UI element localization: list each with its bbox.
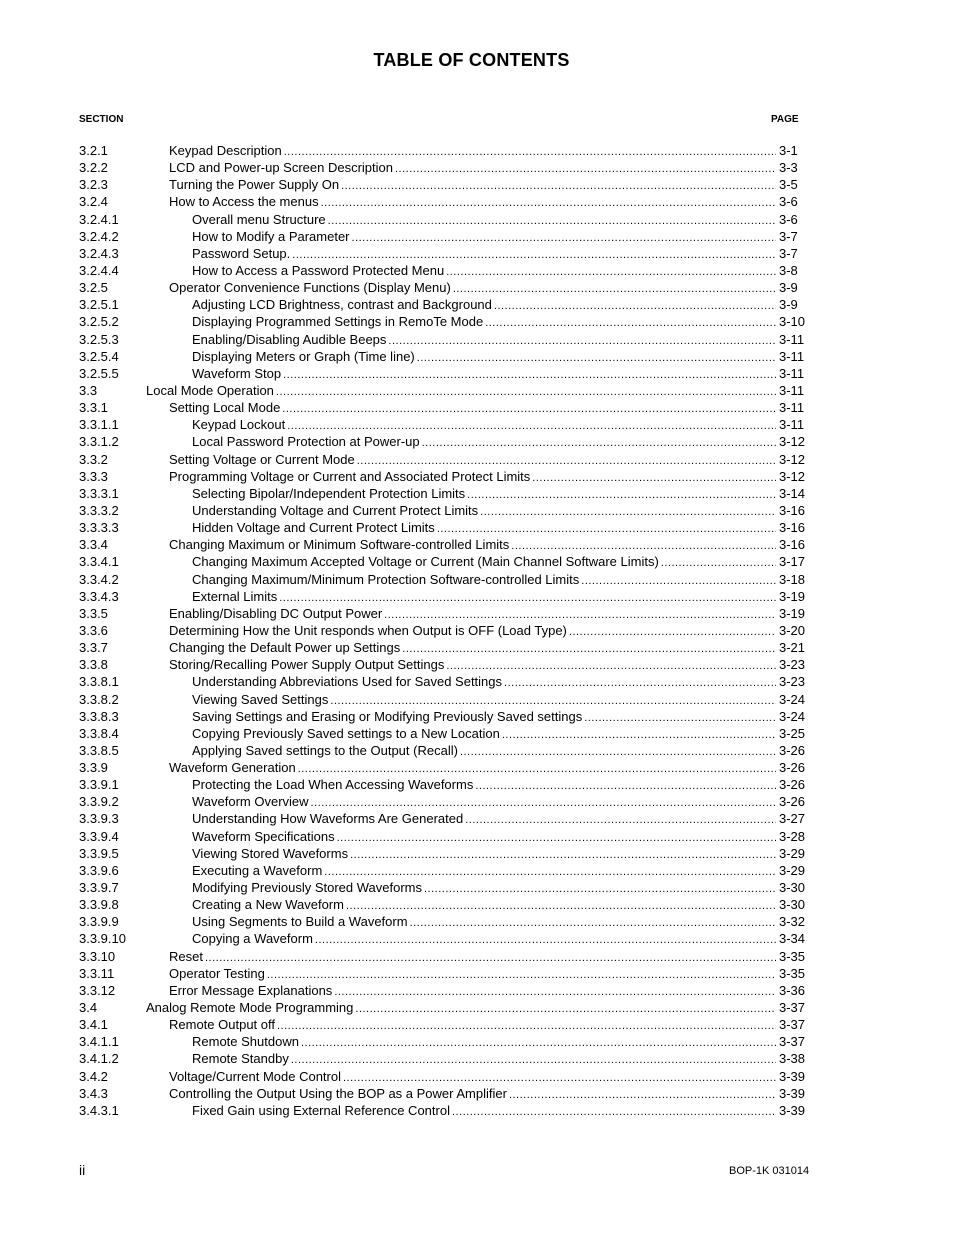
- toc-entry-number: 3.3.4.3: [79, 588, 119, 604]
- toc-entry[interactable]: [79, 296, 807, 313]
- toc-entry-page: 3-39: [779, 1068, 806, 1084]
- toc-entry-number: 3.3.8.5: [79, 742, 119, 758]
- toc-entry-title: Understanding How Waveforms Are Generated: [192, 811, 464, 827]
- toc-entry-number: 3.3.3: [79, 468, 108, 484]
- toc-entry[interactable]: [79, 262, 807, 279]
- toc-entry-title: Operator Testing: [169, 965, 265, 981]
- toc-entry-page: 3-38: [779, 1051, 806, 1067]
- toc-entry-number: 3.3.4: [79, 537, 108, 553]
- toc-entry-number: 3.4: [79, 1000, 98, 1016]
- toc-entry-number: 3.3.9.6: [79, 862, 119, 878]
- toc-entry-page: 3-21: [779, 640, 806, 656]
- toc-entry-page: 3-6: [779, 211, 798, 227]
- toc-entry-number: 3.2.2: [79, 160, 108, 176]
- toc-entry[interactable]: [79, 382, 807, 399]
- toc-entry-page: 3-24: [779, 691, 806, 707]
- toc-entry-title: Using Segments to Build a Waveform: [192, 914, 408, 930]
- toc-entry-number: 3.3.8.4: [79, 725, 119, 741]
- toc-entry[interactable]: [79, 279, 807, 296]
- toc-entry[interactable]: [79, 519, 807, 536]
- toc-entry[interactable]: [79, 331, 807, 348]
- toc-entry[interactable]: [79, 622, 807, 639]
- toc-entry-page: 3-16: [779, 537, 806, 553]
- toc-entry[interactable]: [79, 930, 807, 947]
- toc-entry-page: 3-19: [779, 605, 806, 621]
- toc-entry-number: 3.2.5.3: [79, 331, 119, 347]
- toc-entry-page: 3-37: [779, 1034, 806, 1050]
- toc-entry-page: 3-14: [779, 485, 806, 501]
- toc-entry[interactable]: [79, 142, 807, 159]
- toc-entry-number: 3.3.8.2: [79, 691, 119, 707]
- toc-entry-number: 3.3.4.2: [79, 571, 119, 587]
- toc-entry-title: Analog Remote Mode Programming: [146, 1000, 354, 1016]
- toc-entry-title: Overall menu Structure: [192, 211, 326, 227]
- toc-entry[interactable]: [79, 451, 807, 468]
- toc-entry-page: 3-25: [779, 725, 806, 741]
- toc-entry-title: Changing Maximum or Minimum Software-controlled Limits: [169, 537, 510, 553]
- toc-entry-title: Changing the Default Power up Settings: [169, 640, 401, 656]
- toc-entry[interactable]: [79, 776, 807, 793]
- toc-entry[interactable]: [79, 999, 807, 1016]
- toc-entry-page: 3-29: [779, 862, 806, 878]
- toc-entry-title: Password Setup.: [192, 245, 291, 261]
- toc-entry-title: Changing Maximum Accepted Voltage or Current (Main Channel Software Limits): [192, 554, 659, 570]
- toc-entry[interactable]: [79, 708, 807, 725]
- toc-entry-page: 3-12: [779, 468, 806, 484]
- toc-entry-page: 3-1: [779, 143, 798, 158]
- toc-entry[interactable]: [79, 965, 807, 982]
- toc-entry-title: Local Mode Operation: [146, 382, 274, 398]
- toc-entry-title: Error Message Explanations: [169, 982, 333, 998]
- toc-entry[interactable]: [79, 1102, 807, 1119]
- toc-entry-number: 3.3.10: [79, 948, 116, 964]
- toc-entry-title: Turning the Power Supply On: [169, 177, 340, 193]
- toc-entry[interactable]: [79, 211, 807, 228]
- footer-page-number: ii: [79, 1162, 86, 1178]
- toc-entry-number: 3.3.8.1: [79, 674, 119, 690]
- toc-entry-title: Protecting the Load When Accessing Waveforms: [192, 777, 474, 793]
- toc-entry-page: 3-9: [779, 280, 798, 296]
- toc-entry-page: 3-20: [779, 622, 806, 638]
- toc-entry-number: 3.3.6: [79, 622, 108, 638]
- toc-entry-page: 3-26: [779, 794, 806, 810]
- toc-entry-title: Creating a New Waveform: [192, 897, 344, 913]
- toc-entry-number: 3.2.4.3: [79, 245, 119, 261]
- toc-entry-title: Copying a Waveform: [192, 931, 313, 947]
- toc-entry[interactable]: [79, 605, 807, 622]
- toc-entry[interactable]: [79, 416, 807, 433]
- toc-entry[interactable]: [79, 742, 807, 759]
- toc-entry-title: Storing/Recalling Power Supply Output Settings: [169, 657, 445, 673]
- toc-entry[interactable]: [79, 536, 807, 553]
- toc-entry-number: 3.3.12: [79, 982, 116, 998]
- toc-entry-title: Viewing Stored Waveforms: [192, 845, 349, 861]
- toc-entry-page: 3-11: [779, 382, 805, 398]
- toc-entry-title: Waveform Stop: [192, 365, 282, 381]
- toc-entry-page: 3-11: [779, 365, 805, 381]
- toc-entry-number: 3.2.5.2: [79, 314, 119, 330]
- toc-entry-title: Reset: [169, 948, 203, 964]
- toc-entry[interactable]: [79, 313, 807, 330]
- toc-entry-title: Determining How the Unit responds when Output is OFF (Load Type): [169, 622, 567, 638]
- toc-entry-number: 3.4.1: [79, 1017, 108, 1033]
- toc-entry-page: 3-19: [779, 588, 806, 604]
- toc-entry-page: 3-23: [779, 657, 806, 673]
- toc-entry-page: 3-27: [779, 811, 806, 827]
- toc-entry-title: Voltage/Current Mode Control: [169, 1068, 341, 1084]
- toc-entry-number: 3.2.5: [79, 280, 108, 296]
- toc-entry-number: 3.3.2: [79, 451, 108, 467]
- toc-entry-number: 3.2.5.5: [79, 365, 119, 381]
- toc-entry-number: 3.3.9.1: [79, 777, 119, 793]
- toc-entry[interactable]: [79, 193, 807, 210]
- toc-entry-page: 3-28: [779, 828, 806, 844]
- toc-entry[interactable]: [79, 759, 807, 776]
- toc-entry[interactable]: [79, 982, 807, 999]
- toc-entry-page: 3-35: [779, 965, 806, 981]
- toc-entry-page: 3-16: [779, 502, 806, 518]
- toc-entry-number: 3.3.9.10: [79, 931, 126, 947]
- toc-entry-title: Executing a Waveform: [192, 862, 323, 878]
- toc-entry[interactable]: [79, 588, 807, 605]
- toc-entry-page: 3-24: [779, 708, 806, 724]
- toc-entry-page: 3-39: [779, 1102, 806, 1118]
- toc-entry-number: 3.3: [79, 382, 98, 398]
- toc-entry-number: 3.3.9.8: [79, 897, 119, 913]
- toc-entry-title: Understanding Abbreviations Used for Saved Settings: [192, 674, 503, 690]
- toc-entry-page: 3-12: [779, 451, 806, 467]
- toc-entry-title: Programming Voltage or Current and Associated Protect Limits: [169, 468, 531, 484]
- toc-entry[interactable]: [79, 245, 807, 262]
- toc-entry-title: Setting Local Mode: [169, 400, 281, 416]
- toc-entry[interactable]: [79, 845, 807, 862]
- toc-entry-number: 3.2.1: [79, 143, 108, 158]
- toc-entry[interactable]: [79, 502, 807, 519]
- toc-entry-title: Applying Saved settings to the Output (Recall): [192, 742, 458, 758]
- toc-entry-number: 3.3.9.7: [79, 880, 119, 896]
- toc-entry-title: Changing Maximum/Minimum Protection Software-controlled Limits: [192, 571, 580, 587]
- toc-entry[interactable]: [79, 348, 807, 365]
- toc-entry-number: 3.3.9.9: [79, 914, 119, 930]
- toc-entry[interactable]: [79, 1033, 807, 1050]
- toc-entry-number: 3.4.3.1: [79, 1102, 119, 1118]
- toc-entry-number: 3.4.2: [79, 1068, 108, 1084]
- toc-entry[interactable]: [79, 468, 807, 485]
- toc-entry-title: Modifying Previously Stored Waveforms: [192, 880, 422, 896]
- toc-entry-title: How to Access the menus: [169, 194, 319, 210]
- section-column-header: SECTION: [79, 114, 124, 125]
- toc-entry-title: Waveform Specifications: [192, 828, 335, 844]
- toc-entry-title: How to Access a Password Protected Menu: [192, 262, 445, 278]
- toc-entry-title: Controlling the Output Using the BOP as a Power Amplifier: [169, 1085, 507, 1101]
- toc-entry[interactable]: [79, 691, 807, 708]
- toc-entry-number: 3.3.1: [79, 400, 108, 416]
- toc-entry-title: Viewing Saved Settings: [192, 691, 329, 707]
- toc-entry-page: 3-7: [779, 245, 798, 261]
- toc-entry-number: 3.3.7: [79, 640, 108, 656]
- toc-entry[interactable]: [79, 639, 807, 656]
- toc-entry-page: 3-3: [779, 160, 798, 176]
- toc-entry-page: 3-11: [779, 417, 805, 433]
- toc-entry-number: 3.3.11: [79, 965, 115, 981]
- toc-entry-number: 3.3.9.5: [79, 845, 119, 861]
- toc-entry[interactable]: [79, 948, 807, 965]
- toc-entry[interactable]: [79, 725, 807, 742]
- toc-entry-title: Waveform Overview: [192, 794, 309, 810]
- toc-entry-page: 3-11: [779, 348, 805, 364]
- toc-entry-number: 3.3.4.1: [79, 554, 119, 570]
- toc-entry-title: Keypad Lockout: [192, 417, 286, 433]
- toc-entry-title: Saving Settings and Erasing or Modifying Previously Saved settings: [192, 708, 583, 724]
- toc-list: [79, 142, 807, 1119]
- toc-entry-number: 3.2.4.2: [79, 228, 119, 244]
- toc-entry-page: 3-18: [779, 571, 806, 587]
- toc-entry-page: 3-36: [779, 982, 806, 998]
- toc-entry-title: Remote Shutdown: [192, 1034, 299, 1050]
- toc-entry-page: 3-26: [779, 777, 806, 793]
- toc-entry[interactable]: [79, 879, 807, 896]
- toc-entry-title: External Limits: [192, 588, 278, 604]
- toc-entry-number: 3.2.5.1: [79, 297, 119, 313]
- toc-entry-title: Keypad Description: [169, 143, 282, 158]
- toc-entry[interactable]: [79, 913, 807, 930]
- toc-entry-title: Understanding Voltage and Current Protect Limits: [192, 502, 479, 518]
- toc-entry[interactable]: [79, 553, 807, 570]
- toc-entry-number: 3.3.8: [79, 657, 108, 673]
- toc-entry-page: 3-11: [779, 331, 805, 347]
- toc-entry[interactable]: [79, 228, 807, 245]
- toc-entry-number: 3.3.3.3: [79, 520, 119, 536]
- dot-leader: [452, 1104, 776, 1121]
- toc-entry[interactable]: [79, 1016, 807, 1033]
- toc-entry-number: 3.3.9: [79, 760, 108, 776]
- toc-entry-title: Setting Voltage or Current Mode: [169, 451, 355, 467]
- toc-entry[interactable]: [79, 1068, 807, 1085]
- toc-entry-title: Adjusting LCD Brightness, contrast and Background: [192, 297, 492, 313]
- toc-entry-page: 3-29: [779, 845, 806, 861]
- toc-entry-page: 3-12: [779, 434, 806, 450]
- toc-entry-line: [192, 1102, 807, 1121]
- toc-entry-page: 3-5: [779, 177, 798, 193]
- footer-document-id: BOP-1K 031014: [729, 1165, 810, 1177]
- toc-entry-number: 3.4.1.1: [79, 1034, 119, 1050]
- toc-entry-page: 3-37: [779, 1000, 806, 1016]
- toc-entry-page: 3-39: [779, 1085, 806, 1101]
- toc-entry-page: 3-7: [779, 228, 798, 244]
- toc-entry[interactable]: [79, 571, 807, 588]
- toc-entry-number: 3.3.3.1: [79, 485, 119, 501]
- toc-entry-title: Waveform Generation: [169, 760, 296, 776]
- toc-entry-title: How to Modify a Parameter: [192, 228, 350, 244]
- toc-entry-number: 3.2.5.4: [79, 348, 119, 364]
- toc-entry-page: 3-30: [779, 897, 806, 913]
- toc-entry-page: 3-35: [779, 948, 806, 964]
- toc-entry-number: 3.2.4.4: [79, 262, 119, 278]
- toc-entry-number: 3.2.4.1: [79, 211, 119, 227]
- toc-entry[interactable]: [79, 896, 807, 913]
- toc-entry-number: 3.3.9.4: [79, 828, 119, 844]
- toc-entry-number: 3.4.3: [79, 1085, 108, 1101]
- toc-entry[interactable]: [79, 828, 807, 845]
- toc-entry[interactable]: [79, 159, 807, 176]
- page-column-header: PAGE: [771, 114, 799, 125]
- toc-entry-page: 3-11: [779, 400, 805, 416]
- toc-entry-number: 3.2.3: [79, 177, 108, 193]
- toc-entry-title: Enabling/Disabling Audible Beeps: [192, 331, 387, 347]
- toc-entry-title: Copying Previously Saved settings to a New Location: [192, 725, 500, 741]
- toc-entry-page: 3-32: [779, 914, 806, 930]
- toc-entry-number: 3.3.5: [79, 605, 108, 621]
- toc-entry-title: Enabling/Disabling DC Output Power: [169, 605, 383, 621]
- toc-entry-number: 3.2.4: [79, 194, 108, 210]
- toc-entry[interactable]: [79, 656, 807, 673]
- toc-entry-title: Displaying Programmed Settings in RemoTe Mode: [192, 314, 484, 330]
- toc-entry[interactable]: [79, 1085, 807, 1102]
- toc-entry-title: Displaying Meters or Graph (Time line): [192, 348, 415, 364]
- toc-entry[interactable]: [79, 1050, 807, 1067]
- toc-entry-page: 3-30: [779, 880, 806, 896]
- toc-entry-title: LCD and Power-up Screen Description: [169, 160, 393, 176]
- toc-entry-page: 3-23: [779, 674, 806, 690]
- toc-entry-page: 3-16: [779, 520, 806, 536]
- toc-entry[interactable]: [79, 433, 807, 450]
- toc-entry-number: 3.3.9.3: [79, 811, 119, 827]
- toc-entry-title: Remote Standby: [192, 1051, 289, 1067]
- toc-entry-title: Selecting Bipolar/Independent Protection Limits: [192, 485, 466, 501]
- toc-entry-page: 3-8: [779, 262, 798, 278]
- toc-entry-title: Local Password Protection at Power-up: [192, 434, 420, 450]
- toc-entry[interactable]: [79, 399, 807, 416]
- toc-entry-page: 3-26: [779, 760, 806, 776]
- toc-entry[interactable]: [79, 862, 807, 879]
- toc-entry-page: 3-34: [779, 931, 806, 947]
- toc-entry-page: 3-26: [779, 742, 806, 758]
- toc-entry-title: Remote Output off: [169, 1017, 275, 1033]
- toc-entry-title: Operator Convenience Functions (Display Menu): [169, 280, 451, 296]
- toc-entry-title: Hidden Voltage and Current Protect Limits: [192, 520, 435, 536]
- toc-entry-page: 3-17: [779, 554, 806, 570]
- toc-entry-number: 3.4.1.2: [79, 1051, 119, 1067]
- toc-entry-number: 3.3.1.2: [79, 434, 119, 450]
- toc-entry[interactable]: [79, 485, 807, 502]
- toc-entry[interactable]: [79, 673, 807, 690]
- toc-entry[interactable]: [79, 176, 807, 193]
- toc-entry-page: 3-10: [779, 314, 806, 330]
- toc-entry[interactable]: [79, 793, 807, 810]
- toc-entry[interactable]: [79, 810, 807, 827]
- toc-entry-number: 3.3.3.2: [79, 502, 119, 518]
- toc-entry-number: 3.3.9.2: [79, 794, 119, 810]
- toc-entry-page: 3-9: [779, 297, 798, 313]
- toc-entry-page: 3-6: [779, 194, 798, 210]
- toc-entry-title: Fixed Gain using External Reference Control: [192, 1102, 450, 1118]
- toc-entry[interactable]: [79, 365, 807, 382]
- page-title: TABLE OF CONTENTS: [373, 50, 570, 70]
- toc-entry-number: 3.3.1.1: [79, 417, 119, 433]
- toc-entry-number: 3.3.8.3: [79, 708, 119, 724]
- toc-entry-page: 3-37: [779, 1017, 806, 1033]
